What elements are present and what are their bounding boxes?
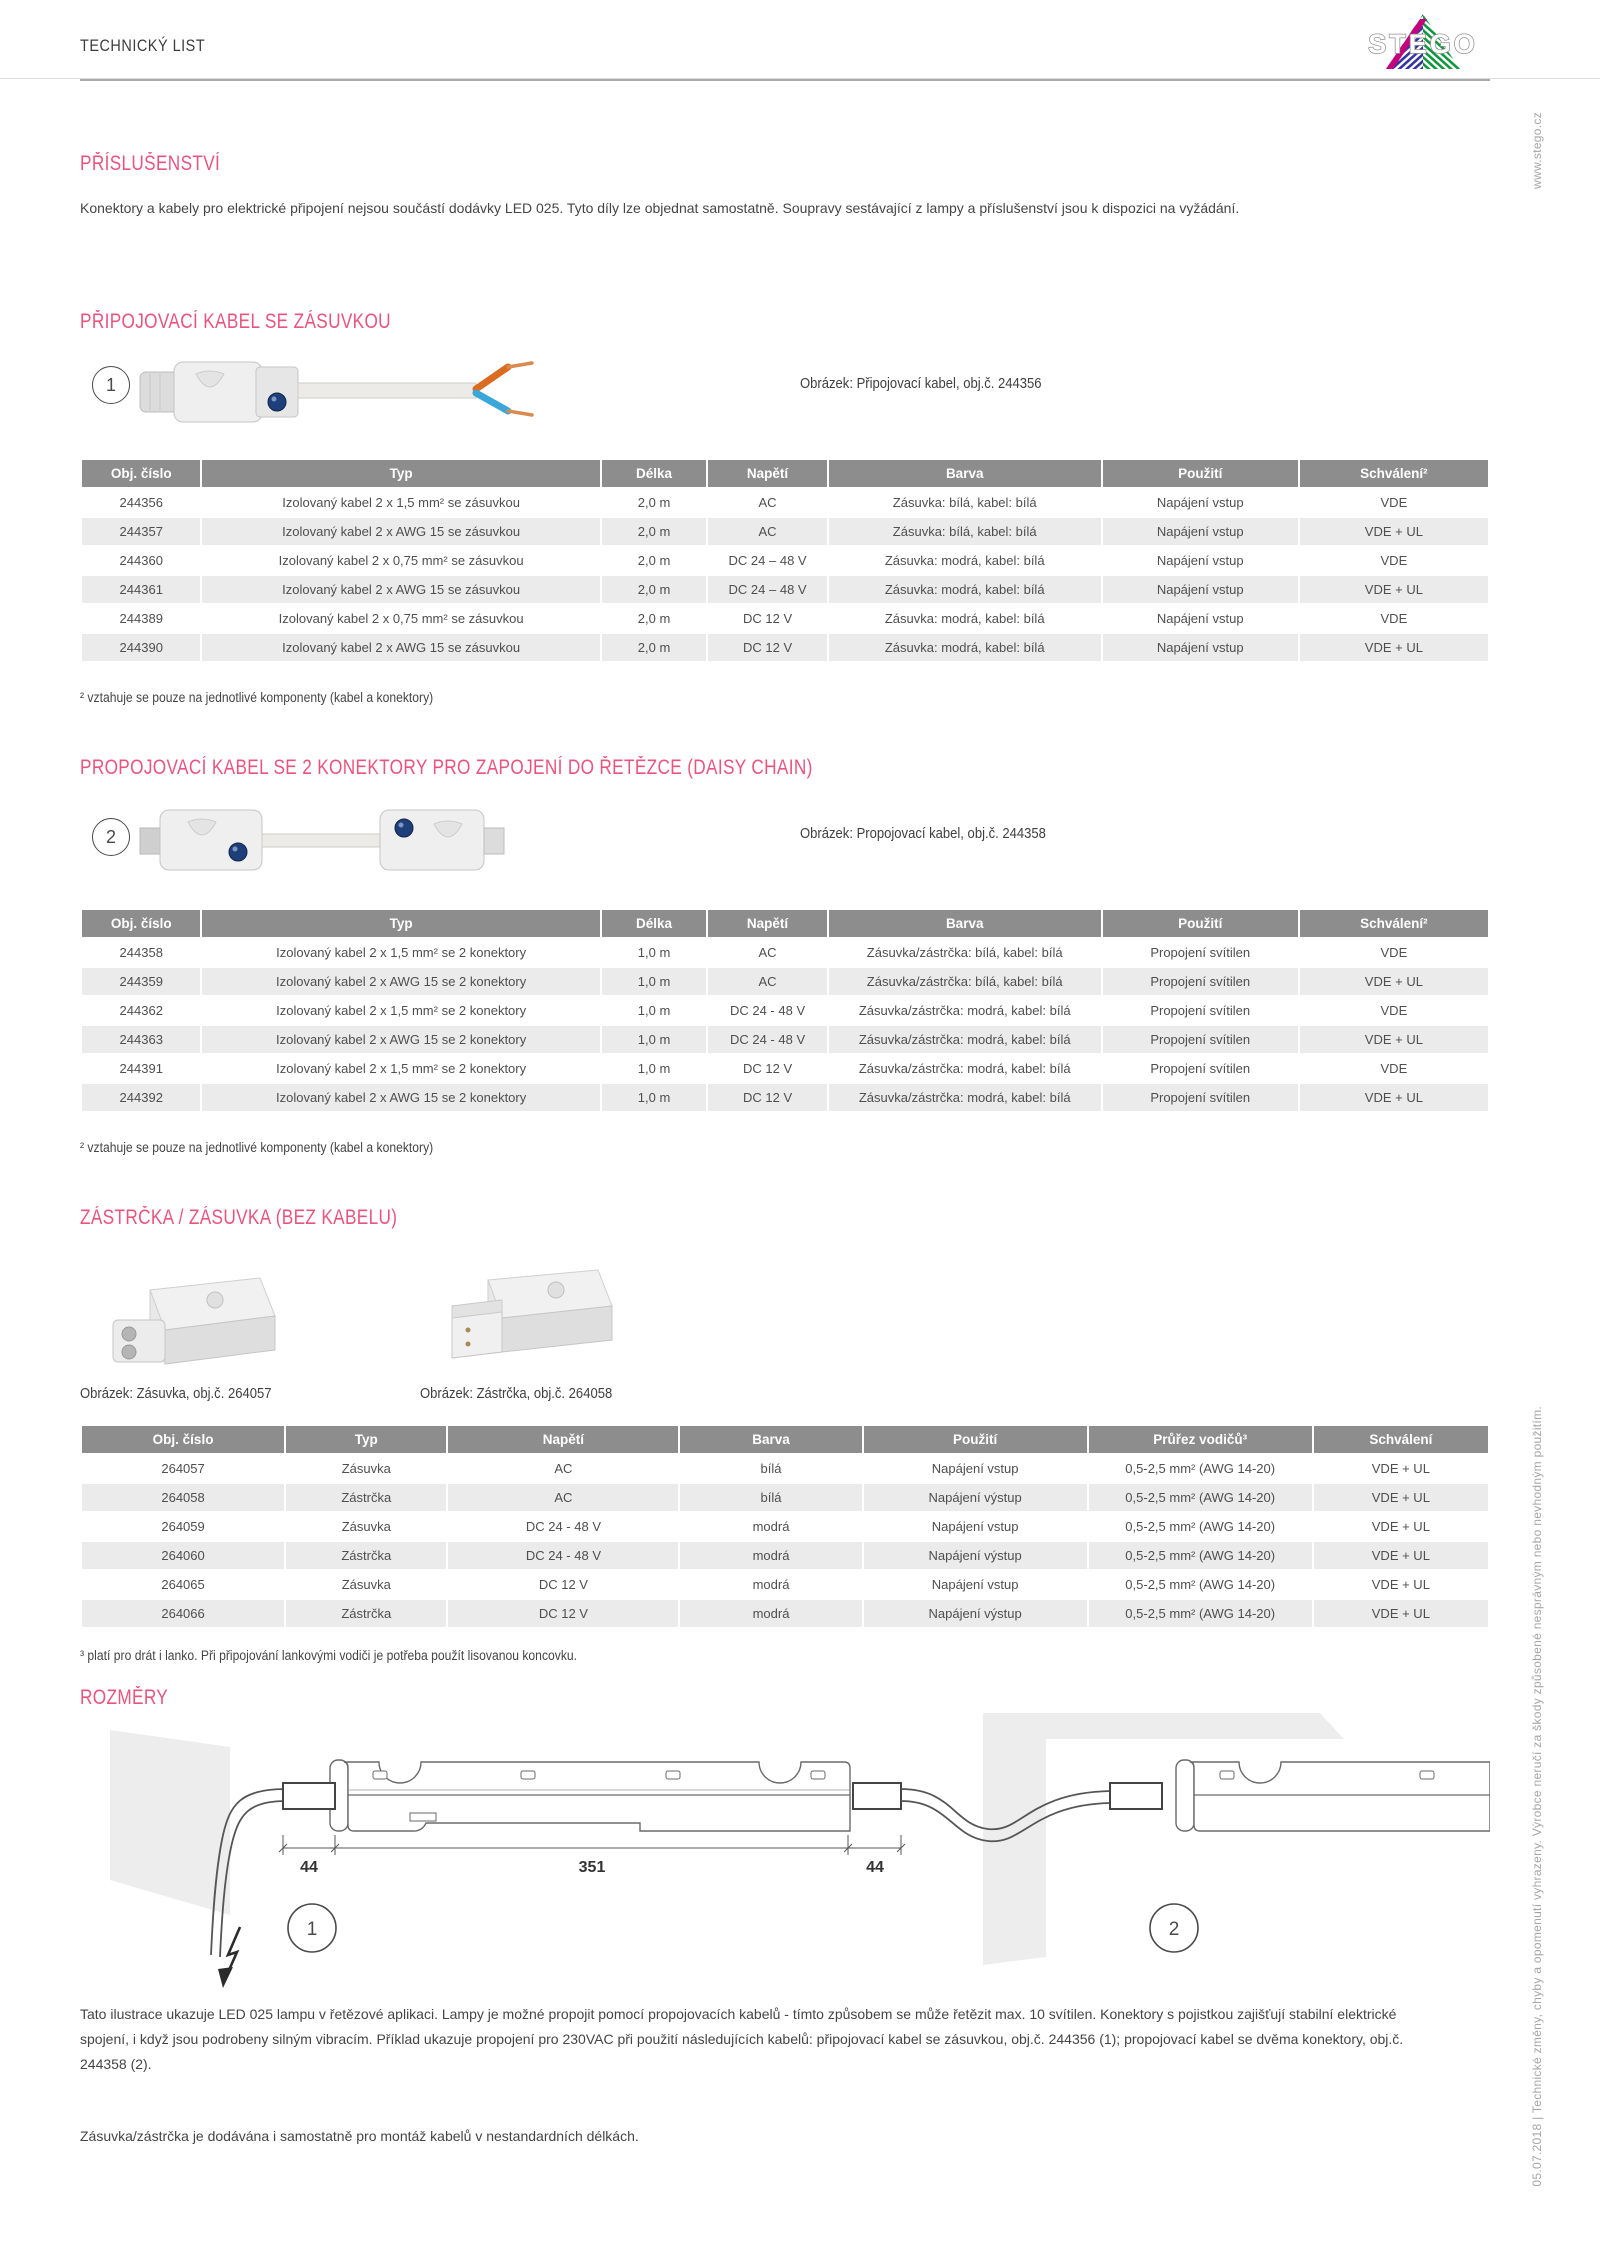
table-cell: DC 24 - 48 V xyxy=(448,1513,678,1540)
table-row xyxy=(82,1513,1488,1540)
table-cell: 2,0 m xyxy=(602,547,707,574)
table-row xyxy=(82,605,1488,632)
table-row xyxy=(82,489,1488,516)
socket-photo xyxy=(95,1268,305,1376)
table-cell: 0,5-2,5 mm² (AWG 14-20) xyxy=(1089,1542,1312,1569)
table-cell: VDE + UL xyxy=(1314,1542,1488,1569)
table-cell: Zásuvka: modrá, kabel: bílá xyxy=(829,576,1101,603)
table-cell: 244389 xyxy=(82,605,200,632)
table-cell: modrá xyxy=(680,1600,861,1627)
table-cell: 1,0 m xyxy=(602,997,707,1024)
table-cell: Izolovaný kabel 2 x 1,5 mm² se 2 konektory xyxy=(202,939,599,966)
figure-caption-connection-cable: Obrázek: Připojovací kabel, obj.č. 244356 xyxy=(800,376,1042,392)
table-cell: Zásuvka xyxy=(286,1571,446,1598)
dimensions-note: Zásuvka/zástrčka je dodávána i samostatně pro montáž kabelů v nestandardních délkách. xyxy=(80,2128,639,2144)
table-cell: VDE xyxy=(1300,605,1488,632)
table-cell: AC xyxy=(708,939,826,966)
daisy-chain-cable-photo xyxy=(138,794,528,886)
table-row xyxy=(82,1055,1488,1082)
figure-caption-daisy-chain: Obrázek: Propojovací kabel, obj.č. 244358 xyxy=(800,826,1046,842)
column-header: Použití xyxy=(864,1426,1087,1453)
website-vertical-text: www.stego.cz xyxy=(1530,112,1544,189)
table-cell: Zásuvka/zástrčka: bílá, kabel: bílá xyxy=(829,968,1101,995)
table-cell: Napájení vstup xyxy=(1103,576,1298,603)
table-row xyxy=(82,1484,1488,1511)
section-heading-daisy-chain: PROPOJOVACÍ KABEL SE 2 KONEKTORY PRO ZAPOJENÍ DO ŘETĚZCE (DAISY CHAIN) xyxy=(80,756,813,779)
table-cell: Izolovaný kabel 2 x 1,5 mm² se zásuvkou xyxy=(202,489,599,516)
stego-logo xyxy=(1356,12,1490,72)
table-cell: DC 12 V xyxy=(708,605,826,632)
table-cell: 244391 xyxy=(82,1055,200,1082)
table-cell: Zásuvka xyxy=(286,1455,446,1482)
table-cell: Izolovaný kabel 2 x AWG 15 se zásuvkou xyxy=(202,518,599,545)
table-cell: 264065 xyxy=(82,1571,284,1598)
header-divider xyxy=(80,79,1490,81)
table-cell: Zástrčka xyxy=(286,1484,446,1511)
column-header: Typ xyxy=(202,460,599,487)
table-cell: Propojení svítilen xyxy=(1103,968,1298,995)
table-cell: 1,0 m xyxy=(602,1084,707,1111)
plug-socket-table xyxy=(80,1424,1490,1629)
table-header-row xyxy=(82,460,1488,487)
table-cell: 264057 xyxy=(82,1455,284,1482)
table-cell: VDE + UL xyxy=(1314,1571,1488,1598)
table-cell: Napájení vstup xyxy=(864,1455,1087,1482)
table-cell: DC 24 – 48 V xyxy=(708,547,826,574)
table-cell: DC 12 V xyxy=(448,1571,678,1598)
table-cell: 244360 xyxy=(82,547,200,574)
column-header: Napětí xyxy=(708,910,826,937)
table-cell: Napájení vstup xyxy=(1103,605,1298,632)
table-cell: modrá xyxy=(680,1513,861,1540)
table-cell: 1,0 m xyxy=(602,1055,707,1082)
table-cell: Zásuvka/zástrčka: modrá, kabel: bílá xyxy=(829,1084,1101,1111)
table-cell: DC 24 – 48 V xyxy=(708,576,826,603)
table-cell: VDE + UL xyxy=(1314,1600,1488,1627)
stego-logo-text: STEGO xyxy=(1368,29,1478,59)
column-header: Barva xyxy=(680,1426,861,1453)
footnote-components-2: ² vztahuje se pouze na jednotlivé komponenty (kabel a konektory) xyxy=(80,1140,434,1155)
table-cell: VDE xyxy=(1300,547,1488,574)
table-cell: Propojení svítilen xyxy=(1103,997,1298,1024)
section-heading-accessories: PŘÍSLUŠENSTVÍ xyxy=(80,152,221,175)
figure-caption-socket: Obrázek: Zásuvka, obj.č. 264057 xyxy=(80,1386,272,1402)
table-cell: 1,0 m xyxy=(602,939,707,966)
table-cell: DC 24 - 48 V xyxy=(708,997,826,1024)
table-cell: 244363 xyxy=(82,1026,200,1053)
table-cell: modrá xyxy=(680,1571,861,1598)
table-cell: Izolovaný kabel 2 x AWG 15 se 2 konektory xyxy=(202,968,599,995)
table-cell: 244359 xyxy=(82,968,200,995)
column-header: Délka xyxy=(602,910,707,937)
table-cell: VDE + UL xyxy=(1300,576,1488,603)
table-header-row xyxy=(82,1426,1488,1453)
table-cell: 2,0 m xyxy=(602,576,707,603)
table-cell: DC 12 V xyxy=(708,1055,826,1082)
table-cell: Zásuvka/zástrčka: modrá, kabel: bílá xyxy=(829,1026,1101,1053)
table-row xyxy=(82,997,1488,1024)
table-cell: 0,5-2,5 mm² (AWG 14-20) xyxy=(1089,1571,1312,1598)
table-cell: Zásuvka: modrá, kabel: bílá xyxy=(829,605,1101,632)
table-cell: 2,0 m xyxy=(602,489,707,516)
table-row xyxy=(82,1571,1488,1598)
table-row xyxy=(82,968,1488,995)
table-cell: AC xyxy=(708,518,826,545)
table-cell: 0,5-2,5 mm² (AWG 14-20) xyxy=(1089,1455,1312,1482)
table-cell: Izolovaný kabel 2 x 1,5 mm² se 2 konektory xyxy=(202,997,599,1024)
table-cell: VDE + UL xyxy=(1300,518,1488,545)
column-header: Obj. číslo xyxy=(82,460,200,487)
table-cell: VDE xyxy=(1300,939,1488,966)
dim-44-right: 44 xyxy=(866,1859,884,1876)
table-row xyxy=(82,939,1488,966)
column-header: Schválení² xyxy=(1300,460,1488,487)
connection-cable-table xyxy=(80,458,1490,663)
table-cell: Zásuvka/zástrčka: modrá, kabel: bílá xyxy=(829,1055,1101,1082)
table-cell: Napájení vstup xyxy=(1103,518,1298,545)
table-cell: Zásuvka: bílá, kabel: bílá xyxy=(829,518,1101,545)
column-header: Napětí xyxy=(448,1426,678,1453)
dim-44-left: 44 xyxy=(300,1859,318,1876)
section-heading-dimensions: ROZMĚRY xyxy=(80,1686,169,1709)
column-header: Použití xyxy=(1103,910,1298,937)
table-cell: Propojení svítilen xyxy=(1103,1026,1298,1053)
table-cell: AC xyxy=(448,1484,678,1511)
table-cell: 244356 xyxy=(82,489,200,516)
column-header: Typ xyxy=(202,910,599,937)
table-cell: Izolovaný kabel 2 x AWG 15 se 2 konektory xyxy=(202,1084,599,1111)
table-cell: 244392 xyxy=(82,1084,200,1111)
table-cell: 264058 xyxy=(82,1484,284,1511)
table-cell: Napájení vstup xyxy=(1103,634,1298,661)
table-row xyxy=(82,1600,1488,1627)
table-cell: 264059 xyxy=(82,1513,284,1540)
table-cell: Zásuvka/zástrčka: bílá, kabel: bílá xyxy=(829,939,1101,966)
table-cell: 1,0 m xyxy=(602,968,707,995)
table-cell: DC 24 - 48 V xyxy=(708,1026,826,1053)
column-header: Schválení² xyxy=(1300,910,1488,937)
column-header: Průřez vodičů³ xyxy=(1089,1426,1312,1453)
table-cell: VDE + UL xyxy=(1300,634,1488,661)
table-cell: VDE + UL xyxy=(1300,1026,1488,1053)
table-cell: 244358 xyxy=(82,939,200,966)
table-cell: DC 12 V xyxy=(448,1600,678,1627)
figure-marker-1-label: 1 xyxy=(105,374,116,395)
table-cell: 2,0 m xyxy=(602,634,707,661)
table-cell: 0,5-2,5 mm² (AWG 14-20) xyxy=(1089,1600,1312,1627)
drawing-marker-1: 1 xyxy=(306,1919,318,1940)
section-heading-connection-cable: PŘIPOJOVACÍ KABEL SE ZÁSUVKOU xyxy=(80,310,391,333)
table-cell: Zásuvka/zástrčka: modrá, kabel: bílá xyxy=(829,997,1101,1024)
table-cell: Propojení svítilen xyxy=(1103,939,1298,966)
table-cell: Napájení vstup xyxy=(864,1571,1087,1598)
table-cell: Izolovaný kabel 2 x AWG 15 se 2 konektory xyxy=(202,1026,599,1053)
daisy-chain-cable-table xyxy=(80,908,1490,1113)
column-header: Napětí xyxy=(708,460,826,487)
footnote-components: ² vztahuje se pouze na jednotlivé komponenty (kabel a konektory) xyxy=(80,690,434,705)
table-cell: AC xyxy=(708,489,826,516)
figure-marker-1 xyxy=(92,366,130,404)
table-cell: Propojení svítilen xyxy=(1103,1055,1298,1082)
table-cell: bílá xyxy=(680,1484,861,1511)
table-cell: 244361 xyxy=(82,576,200,603)
table-cell: 1,0 m xyxy=(602,1026,707,1053)
table-header-row xyxy=(82,910,1488,937)
legal-vertical-text: 05.07.2018 | Technické změny, chyby a opomenutí vyhrazeny. Výrobce neručí za škody způsobené nesprávným nebo nevhodným použitím. xyxy=(1530,1406,1544,2187)
table-row xyxy=(82,1026,1488,1053)
table-cell: Zásuvka xyxy=(286,1513,446,1540)
table-cell: Zásuvka: modrá, kabel: bílá xyxy=(829,547,1101,574)
table-cell: VDE + UL xyxy=(1314,1484,1488,1511)
table-cell: DC 12 V xyxy=(708,634,826,661)
column-header: Barva xyxy=(829,460,1101,487)
table-cell: Izolovaný kabel 2 x 0,75 mm² se zásuvkou xyxy=(202,547,599,574)
table-cell: Zásuvka: modrá, kabel: bílá xyxy=(829,634,1101,661)
table-cell: Napájení výstup xyxy=(864,1542,1087,1569)
table-row xyxy=(82,547,1488,574)
table-row xyxy=(82,518,1488,545)
table-cell: Napájení vstup xyxy=(1103,547,1298,574)
table-cell: Zásuvka: bílá, kabel: bílá xyxy=(829,489,1101,516)
table-cell: VDE xyxy=(1300,997,1488,1024)
table-cell: VDE + UL xyxy=(1300,968,1488,995)
table-cell: Propojení svítilen xyxy=(1103,1084,1298,1111)
table-row xyxy=(82,1542,1488,1569)
table-cell: VDE + UL xyxy=(1300,1084,1488,1111)
dimensions-description: Tato ilustrace ukazuje LED 025 lampu v řetězové aplikaci. Lampy je možné propojit pomocí propojovacích kabelů - tímto způsobem se může řetězit max. 10 svítilen. Konektory s pojistkou zajišťují stabilní elektrické spojení, i když jsou podrobeny silným vibracím. Příklad ukazuje propojení pro 230VAC při použití následujících kabelů: připojovací kabel se zásuvkou, obj.č. 244356 (1); propojovací kabel se dvěma konektory, obj.č. 244358 (2). xyxy=(80,2006,1404,2072)
table-cell: 264066 xyxy=(82,1600,284,1627)
accessories-intro-text: Konektory a kabely pro elektrické připojení nejsou součástí dodávky LED 025. Tyto díly lze objednat samostatně. Soupravy sestávající z lampy a příslušenství jsou k dispozici na vyžádání. xyxy=(80,200,1240,216)
table-cell: VDE + UL xyxy=(1314,1513,1488,1540)
table-cell: AC xyxy=(708,968,826,995)
table-cell: Izolovaný kabel 2 x 1,5 mm² se 2 konektory xyxy=(202,1055,599,1082)
column-header: Barva xyxy=(829,910,1101,937)
table-cell: Napájení výstup xyxy=(864,1600,1087,1627)
dimension-drawing xyxy=(80,1705,1490,1990)
table-cell: 244390 xyxy=(82,634,200,661)
table-cell: Izolovaný kabel 2 x 0,75 mm² se zásuvkou xyxy=(202,605,599,632)
table-cell: Izolovaný kabel 2 x AWG 15 se zásuvkou xyxy=(202,634,599,661)
table-cell: VDE + UL xyxy=(1314,1455,1488,1482)
table-row xyxy=(82,576,1488,603)
table-cell: 0,5-2,5 mm² (AWG 14-20) xyxy=(1089,1513,1312,1540)
table-cell: DC 24 - 48 V xyxy=(448,1542,678,1569)
table-cell: VDE xyxy=(1300,1055,1488,1082)
table-row xyxy=(82,1455,1488,1482)
table-cell: 264060 xyxy=(82,1542,284,1569)
drawing-marker-2: 2 xyxy=(1168,1919,1180,1940)
table-cell: Zástrčka xyxy=(286,1600,446,1627)
column-header: Schválení xyxy=(1314,1426,1488,1453)
table-cell: modrá xyxy=(680,1542,861,1569)
table-cell: DC 12 V xyxy=(708,1084,826,1111)
column-header: Typ xyxy=(286,1426,446,1453)
connection-cable-photo xyxy=(138,344,538,440)
column-header: Použití xyxy=(1103,460,1298,487)
plug-photo xyxy=(428,1260,638,1368)
table-cell: Napájení vstup xyxy=(864,1513,1087,1540)
table-cell: 2,0 m xyxy=(602,605,707,632)
table-cell: 0,5-2,5 mm² (AWG 14-20) xyxy=(1089,1484,1312,1511)
table-cell: 244357 xyxy=(82,518,200,545)
figure-marker-2-label: 2 xyxy=(105,826,116,847)
table-cell: 2,0 m xyxy=(602,518,707,545)
table-cell: Napájení výstup xyxy=(864,1484,1087,1511)
table-cell: VDE xyxy=(1300,489,1488,516)
table-cell: bílá xyxy=(680,1455,861,1482)
table-cell: 244362 xyxy=(82,997,200,1024)
page-title: TECHNICKÝ LIST xyxy=(80,36,206,55)
column-header: Obj. číslo xyxy=(82,910,200,937)
figure-caption-plug: Obrázek: Zástrčka, obj.č. 264058 xyxy=(420,1386,613,1402)
footnote-wire: ³ platí pro drát i lanko. Při připojování lankovými vodiči je potřeba použít lisovanou koncovku. xyxy=(80,1648,578,1663)
table-cell: Izolovaný kabel 2 x AWG 15 se zásuvkou xyxy=(202,576,599,603)
column-header: Délka xyxy=(602,460,707,487)
table-row xyxy=(82,1084,1488,1111)
table-cell: Napájení vstup xyxy=(1103,489,1298,516)
dim-351: 351 xyxy=(578,1859,606,1876)
section-heading-plug-socket: ZÁSTRČKA / ZÁSUVKA (BEZ KABELU) xyxy=(80,1206,398,1229)
column-header: Obj. číslo xyxy=(82,1426,284,1453)
table-row xyxy=(82,634,1488,661)
figure-marker-2 xyxy=(92,818,130,856)
table-cell: AC xyxy=(448,1455,678,1482)
stego-logo-icon xyxy=(1356,12,1490,72)
table-cell: Zástrčka xyxy=(286,1542,446,1569)
